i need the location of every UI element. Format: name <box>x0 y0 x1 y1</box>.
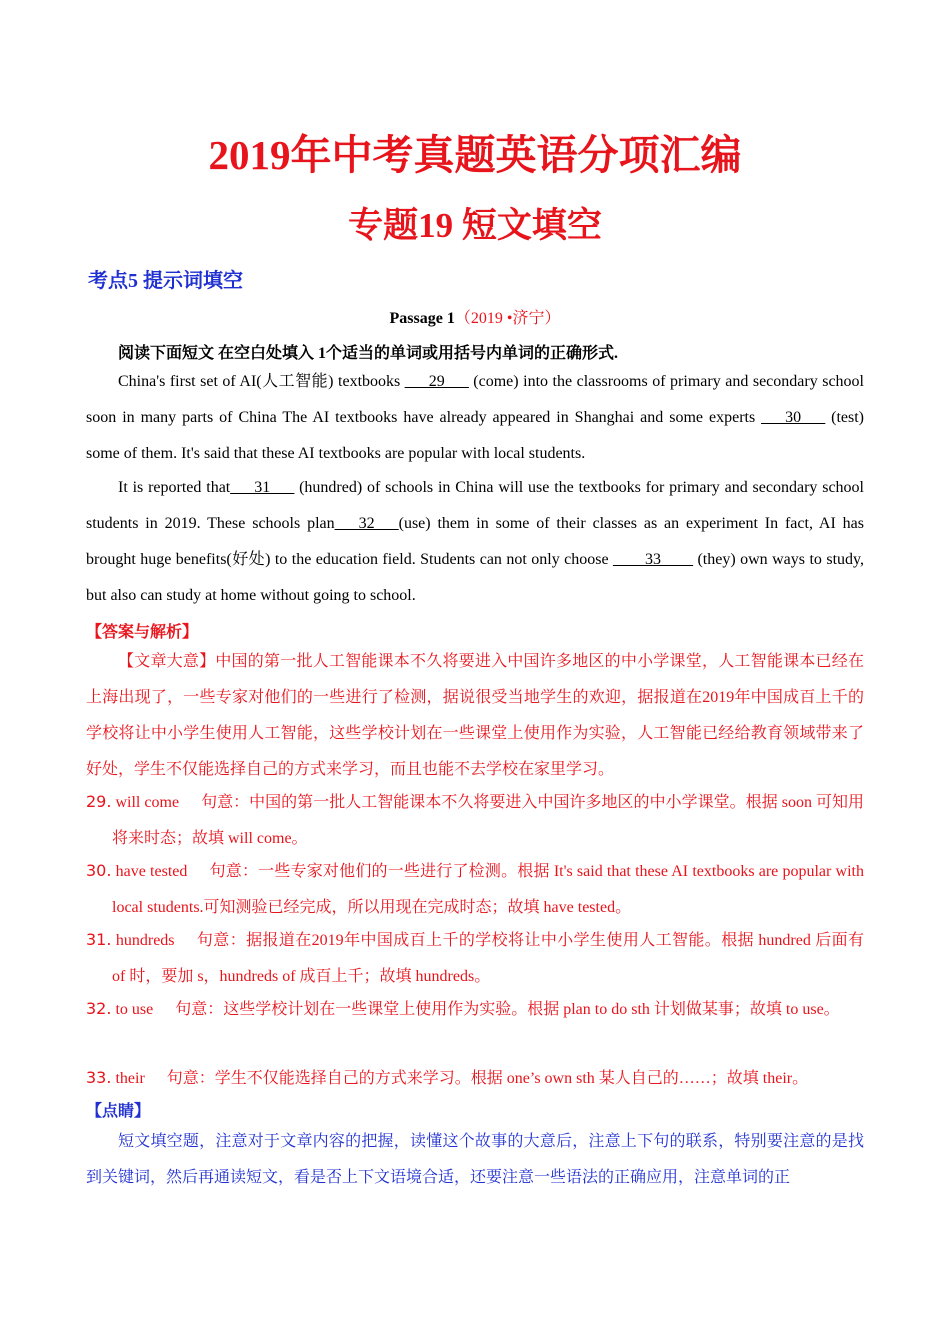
answer-word: will come <box>115 794 180 811</box>
answer-item <box>86 853 864 926</box>
paragraph-text: (use) them in some of their classes as an experiment In fact, AI has brought huge benefits(好处) to the education field. Students can not only choose <box>86 515 864 568</box>
answer-word: hundreds <box>115 932 175 949</box>
passage-heading <box>0 305 950 328</box>
blank-31: ___31___ <box>230 479 295 496</box>
paragraph-text: (test) some of them. It's said that these AI textbooks are popular with local students. <box>86 409 864 462</box>
answer-item <box>86 1060 864 1097</box>
answer-summary: 【文章大意】中国的第一批人工智能课本不久将要进入中国许多地区的中小学课堂，人工智能课本已经在上海出现了，一些专家对他们的一些进行了检测，据说很受当地学生的欢迎，据报道在2019年中国成百上千的学校将让中小学生使用人工智能，这些学校计划在一些课堂上使用作为实验，人工智能已经给教育领域带来了好处，学生不仅能选择自己的方式来学习，而且也能不去学校在家里学习。 <box>86 653 864 778</box>
answer-explanation: 句意：据报道在2019年中国成百上千的学校将让中小学生使用人工智能。根据 hundred 后面有 of 时，要加 s，hundreds of 成百上千；故填 hundreds。 <box>112 932 865 985</box>
answer-word: their <box>115 1070 145 1087</box>
answer-item <box>86 922 864 995</box>
answer-number: 29. <box>86 792 112 811</box>
passage-paragraph-1 <box>86 364 864 472</box>
blank-32: ___32___ <box>334 515 399 532</box>
section-heading: 考点5 提示词填空 <box>88 270 243 292</box>
tip-body: 短文填空题，注意对于文章内容的把握，读懂这个故事的大意后，注意上下句的联系，特别要注意的是找到关键词，然后再通读短文，看是否上下文语境合适，还要注意一些语法的正确应用，注意单词的正 <box>86 1133 864 1186</box>
paragraph-text: (come) into the classrooms of primary and secondary school soon in many parts of China The AI textbooks have already appeared in Shanghai and some experts <box>86 373 864 426</box>
paragraph-text: (hundred) of schools in China will use the textbooks for primary and secondary school students in 2019. These schools plan <box>86 479 864 532</box>
answer-word: have tested <box>115 863 188 880</box>
paragraph-text: (they) own ways to study, but also can study at home without going to school. <box>86 551 864 604</box>
answer-explanation: 句意：学生不仅能选择自己的方式来学习。根据 one’s own sth 某人自己的……；故填 their。 <box>166 1070 809 1087</box>
instruction-text: 阅读下面短文 在空白处填入 1个适当的单词或用括号内单词的正确形式. <box>118 345 619 362</box>
document-title: 2019年中考真题英语分项汇编 <box>208 132 742 178</box>
paragraph-text: It is reported that <box>118 479 231 496</box>
answer-explanation: 句意：中国的第一批人工智能课本不久将要进入中国许多地区的中小学课堂。根据 soon 可知用将来时态；故填 will come。 <box>112 794 865 847</box>
passage-source: （2019 •济宁） <box>454 310 561 327</box>
blank-29: ___29___ <box>404 373 469 390</box>
document-subtitle: 专题19 短文填空 <box>348 206 602 245</box>
paragraph-text: China's first set of AI(人工智能) textbooks <box>118 373 405 390</box>
answer-number: 30. <box>86 861 112 880</box>
answer-number: 32. <box>86 999 112 1018</box>
answer-explanation: 句意：一些专家对他们的一些进行了检测。根据 It's said that these AI textbooks are popular with local students.可知测验已经完成，所以用现在完成时态；故填 have tested。 <box>112 863 864 916</box>
answer-item <box>86 784 864 857</box>
answer-number: 31. <box>86 930 112 949</box>
answer-explanation: 句意：这些学校计划在一些课堂上使用作为实验。根据 plan to do sth 计划做某事；故填 to use。 <box>175 1001 840 1018</box>
answer-number: 33. <box>86 1068 112 1087</box>
blank-33: ____33____ <box>613 551 694 568</box>
tip-heading: 【点睛】 <box>86 1103 151 1120</box>
blank-30: ___30___ <box>761 409 826 426</box>
answer-heading: 【答案与解析】 <box>86 624 199 641</box>
answer-item <box>86 991 864 1028</box>
passage-label: Passage 1 <box>389 310 455 327</box>
passage-paragraph-2 <box>86 470 864 614</box>
answer-word: to use <box>115 1001 154 1018</box>
